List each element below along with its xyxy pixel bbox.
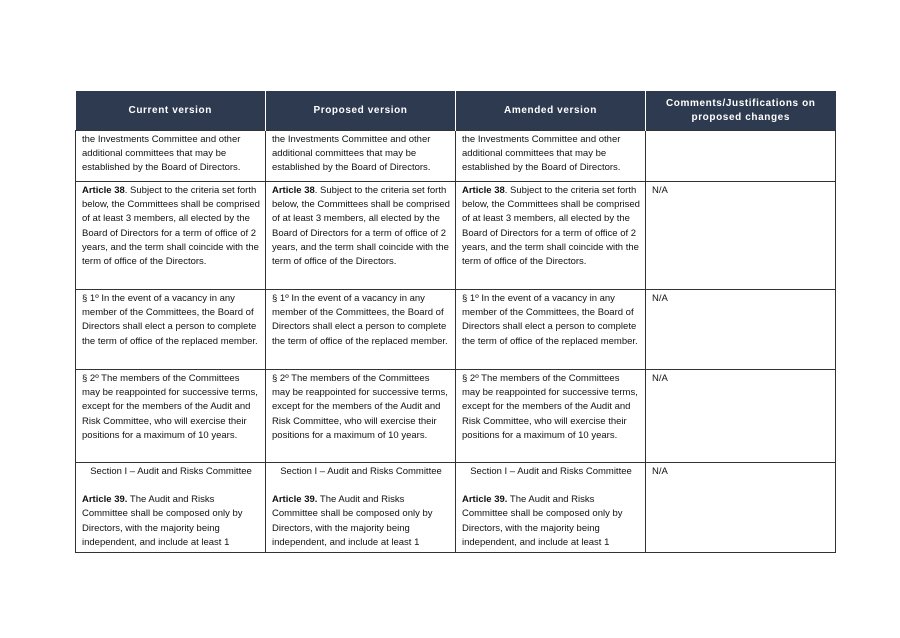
header-comments: Comments/Justifications on proposed changes — [646, 91, 836, 131]
cell-text: § 2º The members of the Committees may be reappointed for successive terms, except for the members of the Audit and Risk Committee, who will exercise their positions for a maximum of 10 years. — [462, 373, 638, 441]
table-row — [76, 131, 836, 182]
cell-text: § 1º In the event of a vacancy in any member of the Committees, the Board of Directors shall elect a person to complete the term of office of the replaced member. — [272, 293, 448, 347]
cell-comment — [646, 131, 836, 182]
article-label: Article 38 — [82, 185, 125, 196]
cell-current — [76, 463, 266, 553]
cell-proposed — [266, 290, 456, 370]
section-heading: Section I – Audit and Risks Committee — [470, 466, 632, 477]
article-label: Article 38 — [462, 185, 505, 196]
cell-amended — [456, 131, 646, 182]
article-label: Article 39. — [272, 494, 318, 506]
cell-text: . Subject to the criteria set forth below, the Committees shall be comprised of at least 3 members, all elected by the Board of Directors for a term of office of 2 years, and the term shall coincide with the term of office of the Directors. — [82, 185, 260, 268]
cell-text: § 2º The members of the Committees may be reappointed for successive terms, except for the members of the Audit and Risk Committee, who will exercise their positions for a maximum of 10 years. — [82, 373, 258, 441]
cell-current — [76, 131, 266, 182]
cell-text: § 1º In the event of a vacancy in any member of the Committees, the Board of Directors shall elect a person to complete the term of office of the replaced member. — [462, 293, 638, 347]
cell-text: § 2º The members of the Committees may be reappointed for successive terms, except for the members of the Audit and Risk Committee, who will exercise their positions for a maximum of 10 years. — [272, 373, 448, 441]
cell-amended — [456, 370, 646, 463]
article-label: Article 38 — [272, 185, 315, 196]
cell-amended — [456, 182, 646, 290]
article-label: Article 39. — [462, 494, 508, 506]
header-amended-version: Amended version — [456, 91, 646, 131]
table-row — [76, 463, 836, 553]
cell-comment — [646, 463, 836, 553]
table-row — [76, 290, 836, 370]
cell-text: the Investments Committee and other additional committees that may be established by the Board of Directors. — [82, 134, 241, 174]
cell-text: the Investments Committee and other additional committees that may be established by the Board of Directors. — [272, 134, 431, 174]
cell-text: The Audit and Risks Committee shall be composed only by Directors, with the majority being independent, and include at least 1 — [272, 494, 433, 548]
cell-text: . Subject to the criteria set forth below, the Committees shall be comprised of at least 3 members, all elected by the Board of Directors for a term of office of 2 years, and the term shall coincide with the term of office of the Directors. — [272, 185, 450, 268]
article-label: Article 39. — [82, 494, 128, 506]
cell-proposed — [266, 182, 456, 290]
cell-text: the Investments Committee and other additional committees that may be established by the Board of Directors. — [462, 134, 621, 174]
cell-current — [76, 290, 266, 370]
cell-amended — [456, 463, 646, 553]
table-row — [76, 370, 836, 463]
section-heading: Section I – Audit and Risks Committee — [280, 466, 442, 477]
cell-proposed — [266, 463, 456, 553]
cell-text: N/A — [652, 293, 668, 304]
cell-comment — [646, 370, 836, 463]
cell-current — [76, 370, 266, 463]
cell-comment — [646, 290, 836, 370]
cell-amended — [456, 290, 646, 370]
cell-text: . Subject to the criteria set forth below, the Committees shall be comprised of at least 3 members, all elected by the Board of Directors for a term of office of 2 years, and the term shall coincide with the term of office of the Directors. — [462, 185, 640, 268]
cell-comment — [646, 182, 836, 290]
cell-current — [76, 182, 266, 290]
cell-text: N/A — [652, 373, 668, 384]
cell-text: The Audit and Risks Committee shall be composed only by Directors, with the majority being independent, and include at least 1 — [82, 494, 243, 548]
cell-proposed — [266, 131, 456, 182]
header-proposed-version: Proposed version — [266, 91, 456, 131]
cell-proposed — [266, 370, 456, 463]
cell-text: N/A — [652, 466, 668, 477]
table-header — [76, 91, 836, 131]
cell-text: § 1º In the event of a vacancy in any member of the Committees, the Board of Directors shall elect a person to complete the term of office of the replaced member. — [82, 293, 258, 347]
header-current-version: Current version — [76, 91, 266, 131]
cell-text: The Audit and Risks Committee shall be composed only by Directors, with the majority being independent, and include at least 1 — [462, 494, 623, 548]
comparison-table — [75, 91, 836, 553]
cell-text: N/A — [652, 185, 668, 196]
table-row — [76, 182, 836, 290]
section-heading: Section I – Audit and Risks Committee — [90, 466, 252, 477]
